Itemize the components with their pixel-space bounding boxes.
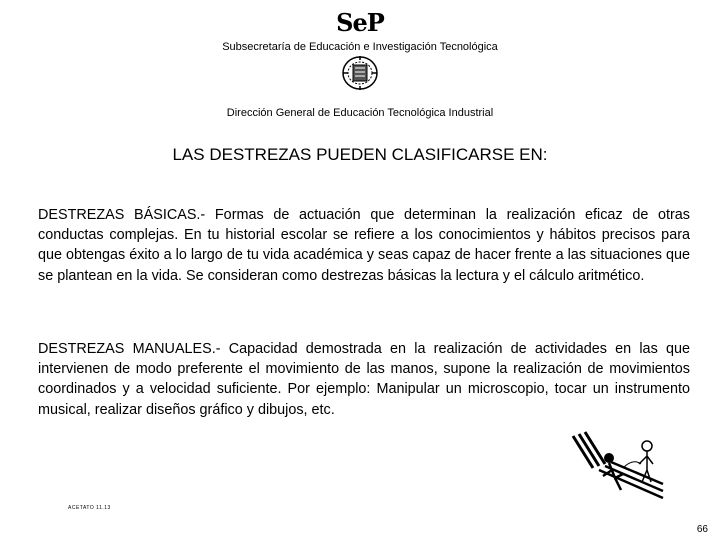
sep-logo: SeP xyxy=(336,8,384,37)
direccion-label: Dirección General de Educación Tecnológica Industrial xyxy=(226,107,494,119)
page-title: LAS DESTREZAS PUEDEN CLASIFICARSE EN: xyxy=(172,145,548,164)
institution-emblem-icon xyxy=(341,55,379,91)
acetato-label: ACETATO 11.13 xyxy=(68,505,111,511)
page-number: 66 xyxy=(696,524,708,535)
stick-figure-clip-art xyxy=(565,428,665,500)
paragraph-destrezas-manuales: DESTREZAS MANUALES.- Capacidad demostrada en la realización de actividades en las que intervienen de modo preferente el movimiento de las manos, supone la realización de movimientos coordinados y a velocidad suficiente. Por ejemplo: Manipular un microscopio, tocar un instrumento musical, realizar diseños gráfico y dibujos, etc. xyxy=(38,341,690,418)
subsecretaria-label: Subsecretaría de Educación e Investigación Tecnológica xyxy=(222,41,498,53)
paragraph-destrezas-basicas: DESTREZAS BÁSICAS.- Formas de actuación que determinan la realización eficaz de otras conductas complejas. En tu historial escolar se refiere a los conocimientos y hábitos precisos para que obtengas éxito a lo largo de tu vida académica y seas capaz de hacer frente a las situaciones que se plantean en la vida. Se consideran como destrezas básicas la lectura y el cálculo aritmético. xyxy=(38,207,690,284)
